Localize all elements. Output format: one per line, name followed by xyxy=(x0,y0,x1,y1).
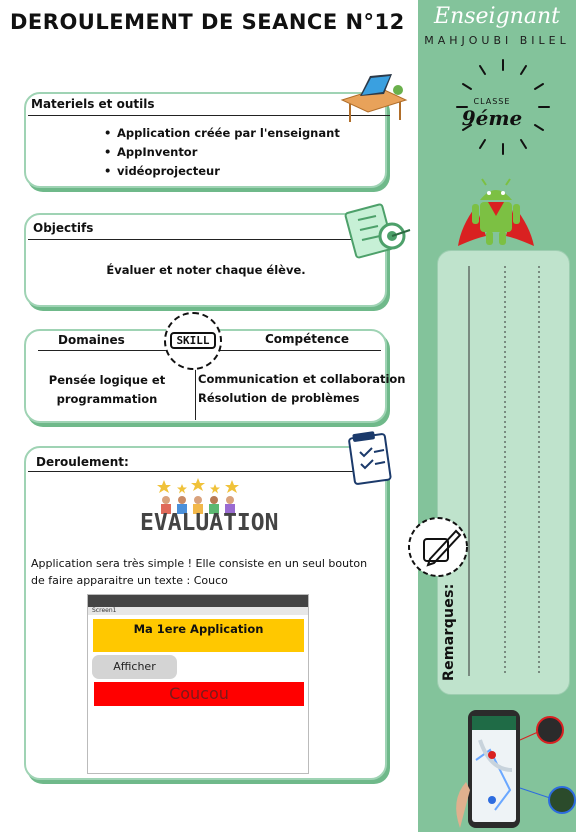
desk-laptop-icon xyxy=(340,70,408,126)
class-label: CLASSE xyxy=(473,97,511,106)
afficher-button[interactable]: Afficher xyxy=(92,655,177,679)
objectives-heading: Objectifs xyxy=(33,221,94,235)
evaluation-title: EVALUATION xyxy=(140,510,279,536)
skills-column-divider xyxy=(195,367,196,420)
skill-badge xyxy=(164,312,222,370)
materials-divider xyxy=(28,115,390,116)
domain-text xyxy=(34,371,180,409)
class-value: 9éme xyxy=(461,106,523,130)
deroulement-divider xyxy=(28,471,374,472)
objective-text: Évaluer et noter chaque élève. xyxy=(106,263,306,277)
writing-icon xyxy=(406,515,470,579)
remarks-label: Remarques: xyxy=(441,583,457,681)
competence-heading: Compétence xyxy=(265,332,349,346)
competence-line: Communication et collaboration xyxy=(198,372,406,386)
deroulement-text xyxy=(31,555,386,589)
objectives-divider xyxy=(28,239,390,240)
app-preview xyxy=(87,594,309,774)
app-screen-title: Screen1 xyxy=(88,607,308,615)
skill-badge-label: SKILL xyxy=(170,332,216,349)
teacher-name: MAHJOUBI BILEL xyxy=(424,34,570,47)
materials-list xyxy=(104,124,340,181)
domain-line: programmation xyxy=(56,392,158,406)
deroulement-heading: Deroulement: xyxy=(36,455,129,469)
remarks-lines xyxy=(438,251,571,696)
app-banner: Ma 1ere Application xyxy=(93,619,304,652)
competence-line: Résolution de problèmes xyxy=(198,391,360,405)
list-item: • AppInventor xyxy=(104,143,340,162)
checklist-target-icon xyxy=(344,200,414,260)
deroulement-line: de faire apparaitre un texte : Couco xyxy=(31,574,228,587)
android-mascot-icon xyxy=(456,176,536,250)
list-item: • vidéoprojecteur xyxy=(104,162,340,181)
domain-line: Pensée logique et xyxy=(48,373,166,387)
teacher-title: Enseignant xyxy=(434,4,560,29)
domain-heading: Domaines xyxy=(58,333,125,347)
competence-text xyxy=(198,370,405,408)
page-title: DEROULEMENT DE SEANCE N°12 xyxy=(10,10,405,34)
list-item: • Application créée par l'enseignant xyxy=(104,124,340,143)
materials-heading: Materiels et outils xyxy=(31,97,155,111)
evaluation-people-icon xyxy=(152,478,244,514)
clipboard-progress-icon xyxy=(346,430,396,486)
deroulement-line: Application sera très simple ! Elle consiste en un seul bouton xyxy=(31,557,368,570)
phone-map-icon xyxy=(440,700,576,832)
app-status-bar xyxy=(88,595,308,607)
app-output-label: Coucou xyxy=(94,682,304,706)
